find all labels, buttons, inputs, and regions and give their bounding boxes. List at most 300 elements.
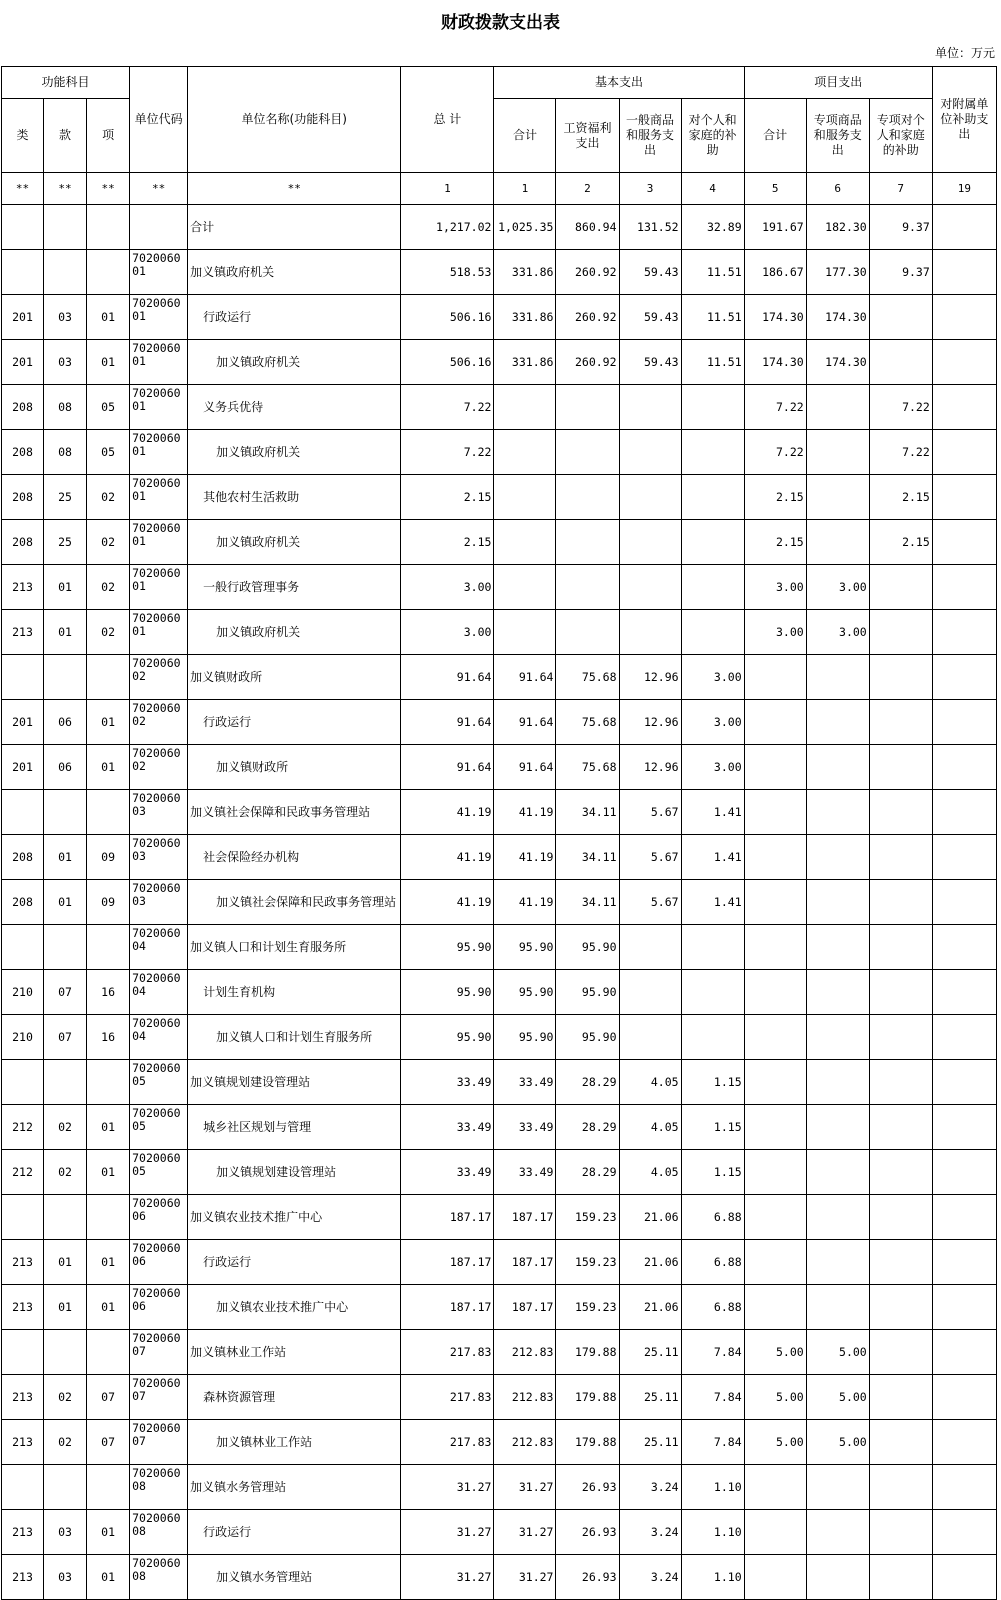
cell-proj-personal: 9.37: [869, 250, 932, 295]
cell-personal: 32.89: [681, 205, 744, 250]
cell-lei: 201: [2, 340, 44, 385]
cell-basic-sum: 212.83: [494, 1420, 556, 1465]
index-cell: **: [87, 173, 130, 205]
cell-kuan: [44, 790, 87, 835]
cell-proj-goods: 174.30: [806, 295, 869, 340]
cell-unit-name: 加义镇人口和计划生育服务所: [188, 1015, 401, 1060]
cell-basic-sum: [494, 565, 556, 610]
cell-proj-personal: 7.22: [869, 385, 932, 430]
cell-basic-sum: [494, 520, 556, 565]
cell-subsidy: [932, 700, 996, 745]
cell-unit-name: 一般行政管理事务: [188, 565, 401, 610]
cell-kuan: 08: [44, 430, 87, 475]
cell-project-sum: [744, 1555, 806, 1600]
index-cell: 6: [806, 173, 869, 205]
cell-personal: 1.10: [681, 1555, 744, 1600]
cell-unit-name: 城乡社区规划与管理: [188, 1105, 401, 1150]
cell-xiang: 09: [87, 880, 130, 925]
cell-unit-code: 7020060 07: [130, 1375, 188, 1420]
cell-xiang: 07: [87, 1420, 130, 1465]
cell-kuan: 06: [44, 745, 87, 790]
cell-project-sum: 174.30: [744, 340, 806, 385]
cell-lei: 210: [2, 970, 44, 1015]
cell-project-sum: 2.15: [744, 475, 806, 520]
cell-basic-sum: 187.17: [494, 1195, 556, 1240]
cell-kuan: 03: [44, 1510, 87, 1555]
cell-subsidy: [932, 970, 996, 1015]
cell-subsidy: [932, 385, 996, 430]
cell-goods: [619, 385, 681, 430]
cell-goods: [619, 1015, 681, 1060]
cell-proj-personal: [869, 565, 932, 610]
cell-unit-code: 7020060 04: [130, 1015, 188, 1060]
index-cell: 2: [556, 173, 619, 205]
cell-basic-sum: 41.19: [494, 835, 556, 880]
cell-goods: [619, 925, 681, 970]
cell-xiang: 01: [87, 1105, 130, 1150]
cell-unit-code: 7020060 06: [130, 1240, 188, 1285]
cell-project-sum: [744, 1195, 806, 1240]
cell-subsidy: [932, 1105, 996, 1150]
cell-wages: [556, 475, 619, 520]
cell-xiang: 05: [87, 385, 130, 430]
cell-unit-code: 7020060 07: [130, 1420, 188, 1465]
header-xiang: 项: [87, 99, 130, 173]
cell-wages: 26.93: [556, 1555, 619, 1600]
cell-unit-code: 7020060 03: [130, 880, 188, 925]
cell-proj-personal: [869, 1285, 932, 1330]
cell-kuan: 25: [44, 475, 87, 520]
cell-kuan: [44, 1330, 87, 1375]
cell-proj-goods: [806, 1465, 869, 1510]
cell-proj-goods: [806, 1195, 869, 1240]
cell-lei: 213: [2, 1420, 44, 1465]
cell-project-sum: [744, 1285, 806, 1330]
cell-unit-name: 加义镇政府机关: [188, 250, 401, 295]
cell-proj-personal: [869, 1555, 932, 1600]
table-row: [2, 970, 997, 1015]
cell-lei: 208: [2, 880, 44, 925]
cell-unit-code: 7020060 05: [130, 1105, 188, 1150]
cell-personal: 11.51: [681, 340, 744, 385]
cell-unit-name: 行政运行: [188, 1240, 401, 1285]
cell-wages: 75.68: [556, 745, 619, 790]
cell-total: 33.49: [401, 1150, 494, 1195]
cell-project-sum: 3.00: [744, 610, 806, 655]
header-subsidy: 对附属单位补助支出: [932, 67, 996, 173]
cell-proj-personal: [869, 835, 932, 880]
cell-total: 3.00: [401, 610, 494, 655]
cell-basic-sum: 187.17: [494, 1285, 556, 1330]
cell-kuan: [44, 250, 87, 295]
cell-basic-sum: 212.83: [494, 1375, 556, 1420]
cell-kuan: 02: [44, 1420, 87, 1465]
cell-subsidy: [932, 250, 996, 295]
cell-unit-code: 7020060 01: [130, 610, 188, 655]
cell-xiang: 01: [87, 1150, 130, 1195]
cell-wages: 75.68: [556, 655, 619, 700]
cell-lei: [2, 655, 44, 700]
table-row: [2, 1375, 997, 1420]
table-row: [2, 700, 997, 745]
cell-proj-personal: [869, 790, 932, 835]
cell-xiang: 01: [87, 340, 130, 385]
cell-lei: 210: [2, 1015, 44, 1060]
cell-wages: 159.23: [556, 1240, 619, 1285]
cell-project-sum: [744, 1465, 806, 1510]
cell-total: 95.90: [401, 925, 494, 970]
cell-basic-sum: [494, 430, 556, 475]
cell-xiang: 07: [87, 1375, 130, 1420]
cell-subsidy: [932, 1510, 996, 1555]
cell-unit-code: 7020060 03: [130, 835, 188, 880]
cell-lei: [2, 1330, 44, 1375]
cell-proj-goods: 3.00: [806, 565, 869, 610]
table-row: [2, 1285, 997, 1330]
cell-xiang: [87, 925, 130, 970]
cell-basic-sum: 91.64: [494, 700, 556, 745]
cell-unit-code: 7020060 02: [130, 700, 188, 745]
cell-personal: [681, 1015, 744, 1060]
cell-personal: 7.84: [681, 1375, 744, 1420]
table-row: [2, 520, 997, 565]
cell-total: 33.49: [401, 1105, 494, 1150]
header-unit-code: 单位代码: [130, 67, 188, 173]
cell-wages: 860.94: [556, 205, 619, 250]
cell-subsidy: [932, 1285, 996, 1330]
cell-xiang: [87, 250, 130, 295]
cell-personal: 1.41: [681, 790, 744, 835]
cell-proj-goods: [806, 925, 869, 970]
cell-unit-name: 加义镇政府机关: [188, 430, 401, 475]
cell-subsidy: [932, 1195, 996, 1240]
cell-proj-goods: [806, 700, 869, 745]
cell-goods: [619, 430, 681, 475]
cell-total: 41.19: [401, 790, 494, 835]
cell-subsidy: [932, 205, 996, 250]
cell-proj-goods: [806, 1285, 869, 1330]
cell-xiang: 16: [87, 970, 130, 1015]
cell-total: 7.22: [401, 385, 494, 430]
cell-lei: 208: [2, 520, 44, 565]
cell-project-sum: [744, 790, 806, 835]
cell-kuan: 08: [44, 385, 87, 430]
cell-unit-name: 合计: [188, 205, 401, 250]
cell-kuan: 03: [44, 1555, 87, 1600]
cell-proj-personal: [869, 295, 932, 340]
cell-total: 7.22: [401, 430, 494, 475]
cell-basic-sum: 31.27: [494, 1510, 556, 1555]
cell-xiang: 02: [87, 610, 130, 655]
cell-xiang: 01: [87, 295, 130, 340]
table-row: [2, 1015, 997, 1060]
header-project-group: 项目支出: [744, 67, 932, 99]
header-personal: 对个人和家庭的补助: [681, 99, 744, 173]
cell-unit-name: 行政运行: [188, 700, 401, 745]
cell-unit-name: 加义镇财政所: [188, 745, 401, 790]
table-row: [2, 385, 997, 430]
cell-goods: 12.96: [619, 700, 681, 745]
cell-basic-sum: 95.90: [494, 925, 556, 970]
cell-unit-code: 7020060 02: [130, 655, 188, 700]
table-row: [2, 1240, 997, 1285]
cell-total: 91.64: [401, 700, 494, 745]
cell-proj-goods: [806, 1510, 869, 1555]
cell-unit-name: 加义镇农业技术推广中心: [188, 1285, 401, 1330]
cell-proj-personal: [869, 1465, 932, 1510]
cell-lei: [2, 1060, 44, 1105]
cell-xiang: 01: [87, 1285, 130, 1330]
index-cell: **: [44, 173, 87, 205]
cell-project-sum: 7.22: [744, 430, 806, 475]
cell-personal: 1.10: [681, 1510, 744, 1555]
cell-proj-personal: [869, 1375, 932, 1420]
cell-proj-goods: 182.30: [806, 205, 869, 250]
cell-project-sum: [744, 835, 806, 880]
cell-project-sum: [744, 1060, 806, 1105]
cell-personal: [681, 925, 744, 970]
table-row: [2, 565, 997, 610]
header-goods: 一般商品和服务支出: [619, 99, 681, 173]
cell-basic-sum: 187.17: [494, 1240, 556, 1285]
cell-project-sum: [744, 1105, 806, 1150]
cell-personal: 6.88: [681, 1285, 744, 1330]
cell-subsidy: [932, 430, 996, 475]
cell-total: 217.83: [401, 1420, 494, 1465]
cell-total: 95.90: [401, 970, 494, 1015]
index-cell: 7: [869, 173, 932, 205]
cell-proj-personal: [869, 970, 932, 1015]
cell-project-sum: 7.22: [744, 385, 806, 430]
cell-basic-sum: 95.90: [494, 1015, 556, 1060]
cell-unit-code: 7020060 07: [130, 1330, 188, 1375]
cell-subsidy: [932, 520, 996, 565]
cell-unit-name: 加义镇财政所: [188, 655, 401, 700]
cell-goods: 3.24: [619, 1465, 681, 1510]
cell-personal: 1.10: [681, 1465, 744, 1510]
cell-wages: 159.23: [556, 1285, 619, 1330]
table-row: [2, 340, 997, 385]
cell-unit-code: 7020060 04: [130, 925, 188, 970]
cell-lei: 212: [2, 1150, 44, 1195]
cell-personal: 7.84: [681, 1420, 744, 1465]
cell-lei: 201: [2, 700, 44, 745]
table-row: [2, 1420, 997, 1465]
table-row: [2, 880, 997, 925]
header-proj-personal: 专项对个人和家庭的补助: [869, 99, 932, 173]
header-wages: 工资福利支出: [556, 99, 619, 173]
cell-kuan: 02: [44, 1150, 87, 1195]
cell-unit-name: 加义镇农业技术推广中心: [188, 1195, 401, 1240]
cell-goods: 12.96: [619, 745, 681, 790]
cell-xiang: [87, 655, 130, 700]
cell-subsidy: [932, 745, 996, 790]
cell-kuan: 07: [44, 1015, 87, 1060]
cell-subsidy: [932, 925, 996, 970]
cell-proj-personal: [869, 1015, 932, 1060]
cell-proj-personal: [869, 1240, 932, 1285]
cell-goods: 3.24: [619, 1555, 681, 1600]
cell-total: 187.17: [401, 1285, 494, 1330]
cell-personal: [681, 970, 744, 1015]
cell-lei: 201: [2, 745, 44, 790]
index-cell: 1: [494, 173, 556, 205]
cell-unit-code: 7020060 04: [130, 970, 188, 1015]
cell-proj-goods: [806, 790, 869, 835]
cell-proj-personal: [869, 700, 932, 745]
cell-basic-sum: [494, 475, 556, 520]
cell-wages: 260.92: [556, 340, 619, 385]
cell-total: 506.16: [401, 295, 494, 340]
cell-xiang: [87, 790, 130, 835]
cell-unit-code: 7020060 08: [130, 1465, 188, 1510]
index-row: [2, 173, 997, 205]
cell-subsidy: [932, 1555, 996, 1600]
cell-personal: 11.51: [681, 295, 744, 340]
cell-xiang: 02: [87, 475, 130, 520]
index-cell: **: [2, 173, 44, 205]
cell-goods: 5.67: [619, 835, 681, 880]
cell-personal: [681, 475, 744, 520]
cell-lei: [2, 250, 44, 295]
header-unit-name: 单位名称(功能科目): [188, 67, 401, 173]
cell-proj-goods: [806, 745, 869, 790]
cell-total: 31.27: [401, 1465, 494, 1510]
cell-unit-code: 7020060 06: [130, 1195, 188, 1240]
cell-xiang: [87, 1330, 130, 1375]
cell-lei: 208: [2, 430, 44, 475]
cell-proj-goods: 177.30: [806, 250, 869, 295]
cell-total: 1,217.02: [401, 205, 494, 250]
cell-total: 91.64: [401, 745, 494, 790]
cell-goods: [619, 610, 681, 655]
cell-lei: 213: [2, 1285, 44, 1330]
cell-kuan: 02: [44, 1105, 87, 1150]
cell-personal: 1.15: [681, 1105, 744, 1150]
cell-unit-code: 7020060 05: [130, 1150, 188, 1195]
cell-subsidy: [932, 1465, 996, 1510]
cell-unit-name: 加义镇规划建设管理站: [188, 1150, 401, 1195]
cell-personal: 7.84: [681, 1330, 744, 1375]
cell-total: 217.83: [401, 1330, 494, 1375]
cell-unit-name: 行政运行: [188, 1510, 401, 1555]
cell-total: 2.15: [401, 520, 494, 565]
cell-lei: 213: [2, 1510, 44, 1555]
cell-proj-goods: [806, 1150, 869, 1195]
index-cell: 4: [681, 173, 744, 205]
cell-lei: 213: [2, 1375, 44, 1420]
cell-proj-personal: [869, 1195, 932, 1240]
cell-unit-name: 加义镇社会保障和民政事务管理站: [188, 790, 401, 835]
cell-wages: 26.93: [556, 1510, 619, 1555]
cell-personal: 3.00: [681, 655, 744, 700]
cell-kuan: [44, 205, 87, 250]
cell-personal: [681, 385, 744, 430]
cell-unit-name: 加义镇水务管理站: [188, 1555, 401, 1600]
cell-proj-personal: [869, 1420, 932, 1465]
cell-wages: [556, 385, 619, 430]
cell-unit-name: 森林资源管理: [188, 1375, 401, 1420]
cell-unit-code: 7020060 06: [130, 1285, 188, 1330]
cell-project-sum: 186.67: [744, 250, 806, 295]
cell-goods: 5.67: [619, 790, 681, 835]
cell-basic-sum: 41.19: [494, 880, 556, 925]
cell-goods: 59.43: [619, 340, 681, 385]
table-row: [2, 1465, 997, 1510]
cell-subsidy: [932, 1375, 996, 1420]
cell-lei: 212: [2, 1105, 44, 1150]
cell-project-sum: 2.15: [744, 520, 806, 565]
cell-personal: [681, 565, 744, 610]
header-total: 总 计: [401, 67, 494, 173]
cell-basic-sum: 31.27: [494, 1555, 556, 1600]
cell-lei: [2, 205, 44, 250]
cell-unit-code: 7020060 01: [130, 565, 188, 610]
cell-subsidy: [932, 1060, 996, 1105]
cell-xiang: 05: [87, 430, 130, 475]
cell-unit-code: 7020060 02: [130, 745, 188, 790]
table-row: [2, 430, 997, 475]
table-row: [2, 205, 997, 250]
cell-total: 95.90: [401, 1015, 494, 1060]
cell-basic-sum: 33.49: [494, 1060, 556, 1105]
cell-unit-name: 社会保险经办机构: [188, 835, 401, 880]
cell-proj-goods: [806, 655, 869, 700]
cell-basic-sum: 33.49: [494, 1150, 556, 1195]
table-body: [2, 205, 997, 1600]
cell-subsidy: [932, 790, 996, 835]
cell-total: 217.83: [401, 1375, 494, 1420]
cell-wages: 159.23: [556, 1195, 619, 1240]
cell-kuan: 06: [44, 700, 87, 745]
cell-project-sum: 5.00: [744, 1420, 806, 1465]
table-row: [2, 475, 997, 520]
cell-lei: 208: [2, 385, 44, 430]
table-row: [2, 1330, 997, 1375]
cell-kuan: [44, 1195, 87, 1240]
cell-kuan: 03: [44, 340, 87, 385]
cell-proj-personal: [869, 1330, 932, 1375]
cell-basic-sum: [494, 610, 556, 655]
cell-proj-goods: [806, 1060, 869, 1105]
cell-subsidy: [932, 1150, 996, 1195]
cell-goods: [619, 565, 681, 610]
cell-proj-personal: [869, 1510, 932, 1555]
cell-project-sum: [744, 745, 806, 790]
table-row: [2, 745, 997, 790]
cell-wages: 260.92: [556, 295, 619, 340]
cell-proj-goods: 5.00: [806, 1420, 869, 1465]
cell-subsidy: [932, 475, 996, 520]
cell-subsidy: [932, 1240, 996, 1285]
cell-kuan: 03: [44, 295, 87, 340]
cell-basic-sum: 95.90: [494, 970, 556, 1015]
cell-goods: 25.11: [619, 1420, 681, 1465]
cell-kuan: 01: [44, 1240, 87, 1285]
cell-unit-code: 7020060 01: [130, 340, 188, 385]
cell-proj-goods: 5.00: [806, 1330, 869, 1375]
table-row: [2, 1105, 997, 1150]
cell-basic-sum: 41.19: [494, 790, 556, 835]
cell-proj-goods: [806, 430, 869, 475]
header-kuan: 款: [44, 99, 87, 173]
cell-goods: 21.06: [619, 1285, 681, 1330]
cell-unit-name: 加义镇水务管理站: [188, 1465, 401, 1510]
cell-project-sum: [744, 1150, 806, 1195]
cell-proj-goods: [806, 1105, 869, 1150]
header-proj-goods: 专项商品和服务支出: [806, 99, 869, 173]
index-cell: 5: [744, 173, 806, 205]
